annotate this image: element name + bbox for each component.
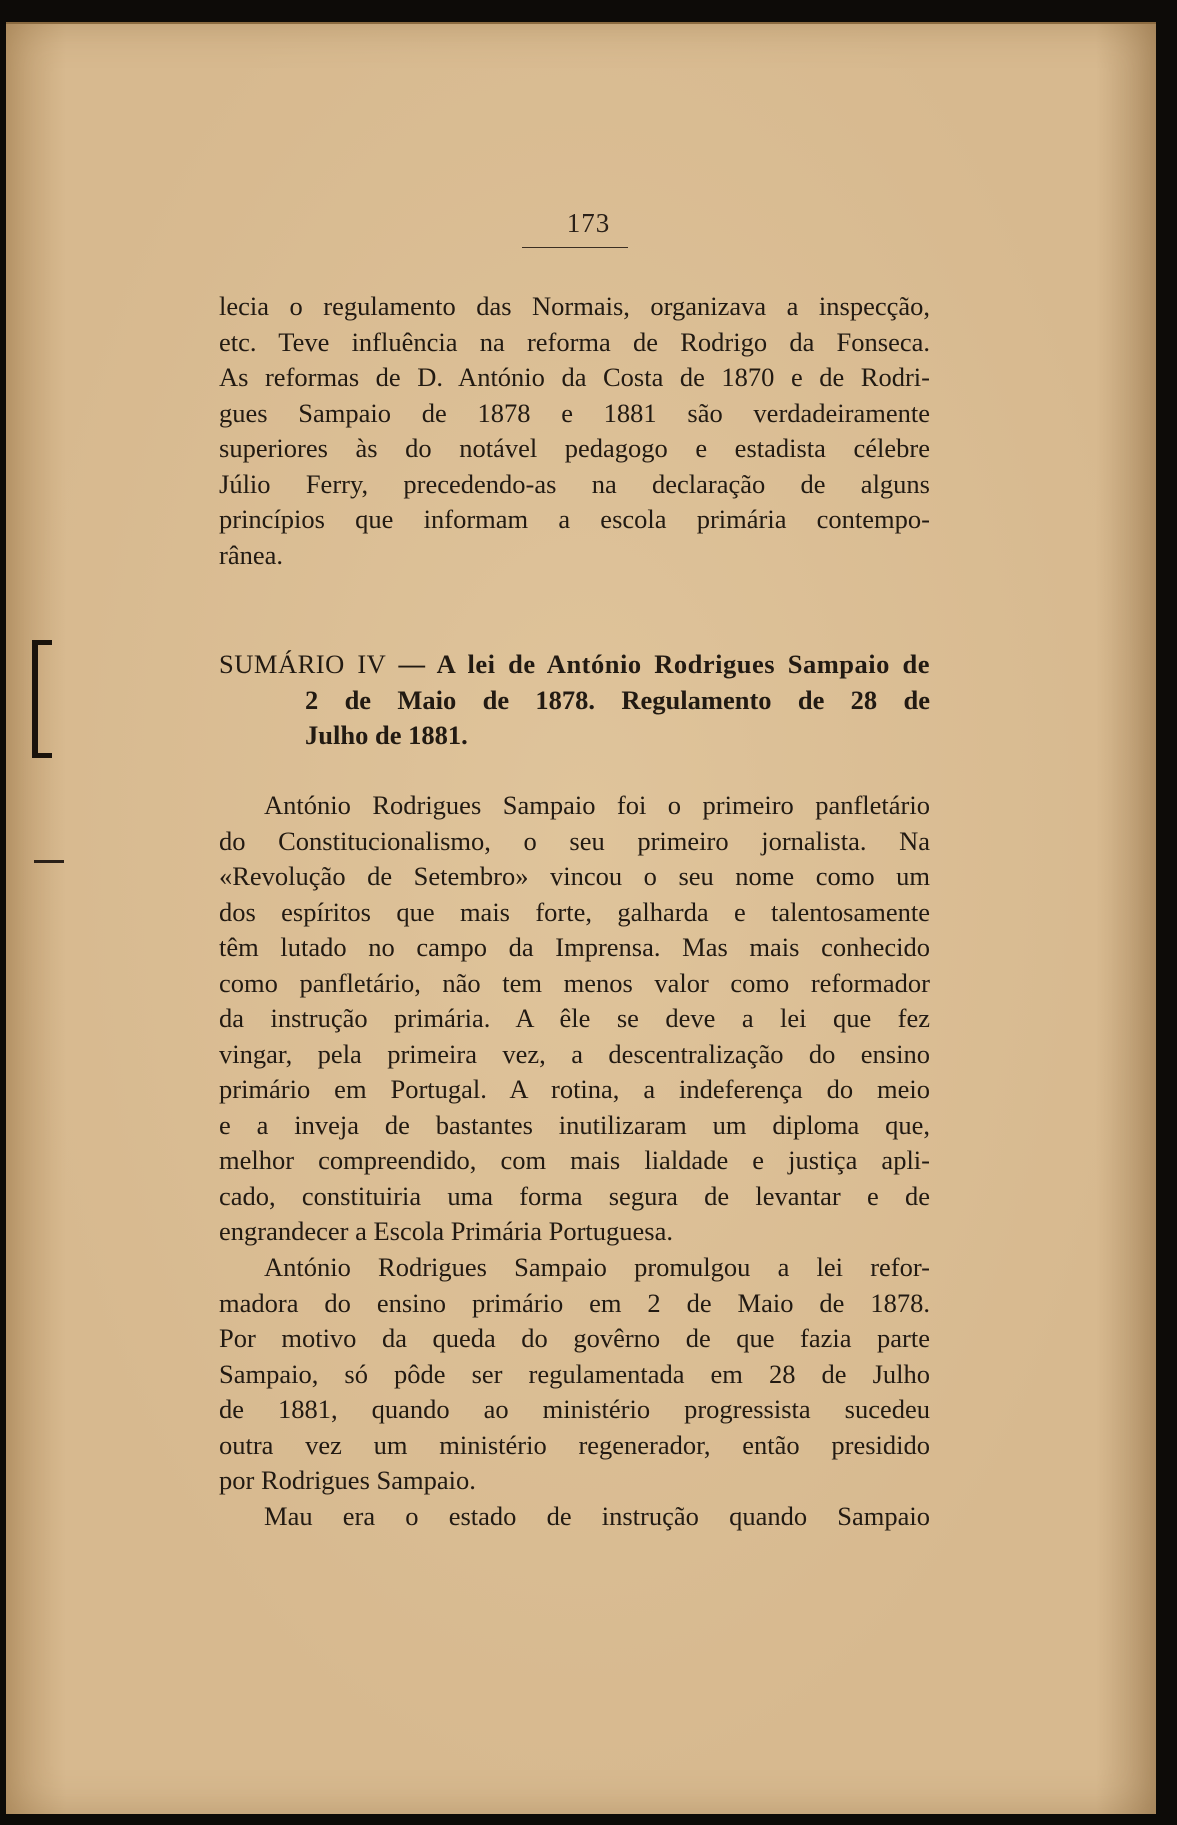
sumario-first-line (219, 647, 930, 683)
margin-dash-mark (34, 860, 64, 863)
text-line: e a inveja de bastantes inutilizaram um diploma que, (219, 1109, 930, 1140)
paragraph-1 (219, 289, 930, 573)
sumario-line: 2 de Maio de 1878. Regulamento de 28 de (305, 684, 930, 715)
text-line: primário em Portugal. A rotina, a indeferença do meio (219, 1074, 930, 1104)
text-line: como panfletário, não tem menos valor como reformador (219, 967, 930, 998)
text-line: por Rodrigues Sampaio. (219, 1465, 476, 1495)
text-line: têm lutado no campo da Imprensa. Mas mais conhecido (219, 932, 930, 962)
text-line: superiores às do notável pedagogo e estadista célebre (219, 433, 930, 463)
text-line: engrandecer a Escola Primária Portuguesa. (219, 1216, 673, 1246)
text-line: rânea. (219, 539, 283, 570)
sumario-title: — A lei de António Rodrigues Sampaio de (398, 649, 931, 679)
text-line: Júlio Ferry, precedendo-as na declaração de alguns (219, 468, 930, 499)
text-line: gues Sampaio de 1878 e 1881 são verdadeiramente (219, 397, 930, 428)
text-line: dos espíritos que mais forte, galharda e talentosamente (219, 896, 930, 927)
text-line: madora do ensino primário em 2 de Maio de 1878. (219, 1287, 930, 1318)
text-line: princípios que informam a escola primária contempo- (219, 504, 930, 534)
paragraph-2 (219, 788, 930, 1250)
text-line: Por motivo da queda do govêrno de que fazia parte (219, 1323, 930, 1353)
page-number: 173 (566, 208, 611, 238)
paragraph-4 (219, 1499, 930, 1535)
text-line: melhor compreendido, com mais lialdade e justiça apli- (219, 1145, 930, 1175)
text-line: António Rodrigues Sampaio foi o primeiro panfletário (264, 790, 930, 820)
text-line: Mau era o estado de instrução quando Sampaio (264, 1501, 930, 1531)
sumario-label: SUMÁRIO IV (219, 649, 386, 679)
text-line: do Constitucionalismo, o seu primeiro jornalista. Na (219, 825, 930, 856)
text-line: cado, constituiria uma forma segura de levantar e de (219, 1180, 930, 1211)
margin-bracket-mark (32, 640, 52, 758)
text-line: Sampaio, só pôde ser regulamentada em 28 de Julho (219, 1358, 930, 1389)
text-line: de 1881, quando ao ministério progressista sucedeu (219, 1394, 930, 1424)
text-line: «Revolução de Setembro» vincou o seu nome como um (219, 861, 930, 891)
text-line: António Rodrigues Sampaio promulgou a lei refor- (264, 1252, 930, 1282)
page-number-rule (522, 247, 628, 248)
text-line: outra vez um ministério regenerador, então presidido (219, 1429, 930, 1460)
sumario-heading (219, 647, 930, 754)
text-line: vingar, pela primeira vez, a descentralização do ensino (219, 1038, 930, 1069)
paragraph-3 (219, 1250, 930, 1499)
text-line: As reformas de D. António da Costa de 1870 e de Rodri- (219, 362, 930, 392)
text-line: etc. Teve influência na reforma de Rodrigo da Fonseca. (219, 326, 930, 357)
sumario-line: Julho de 1881. (305, 720, 468, 750)
text-line: lecia o regulamento das Normais, organizava a inspecção, (219, 291, 930, 321)
text-line: da instrução primária. A êle se deve a lei que fez (219, 1003, 930, 1033)
